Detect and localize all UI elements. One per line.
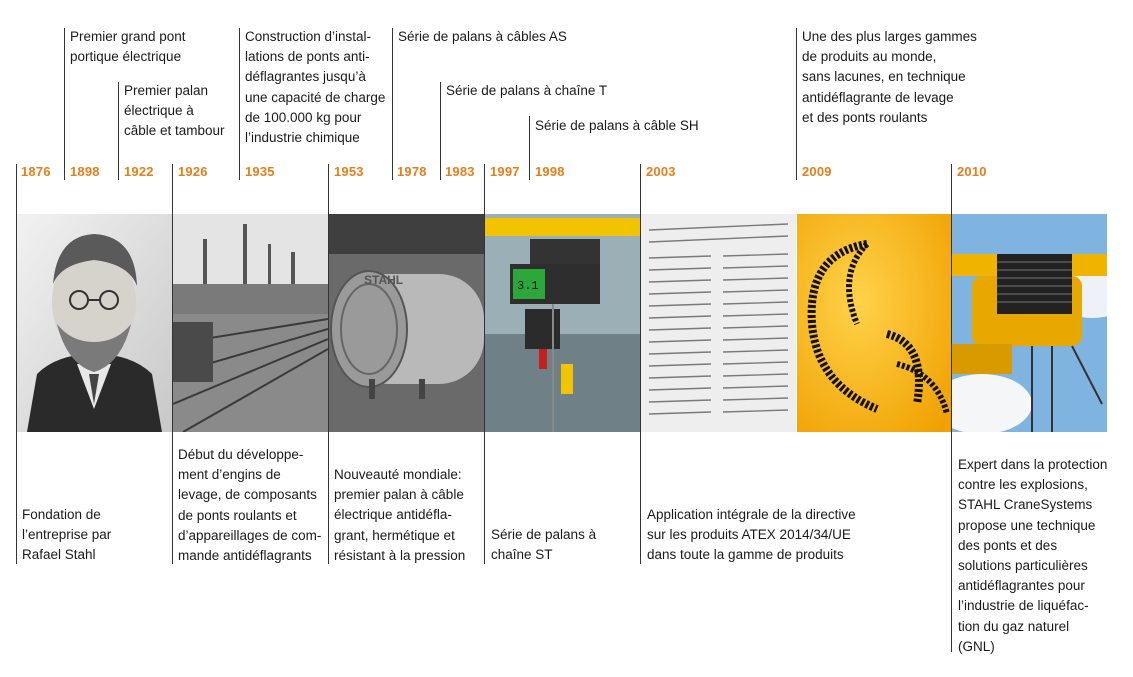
year-1953: 1953	[334, 164, 364, 179]
year-1922: 1922	[124, 164, 154, 179]
event-1898-text: Premier grand pont portique électrique	[70, 29, 186, 65]
event-2003-text: Application intégrale de la directive sur les produits ATEX 2014/34/UE dans toute la gamme de produits	[647, 507, 856, 563]
timeline-line-1978	[392, 28, 393, 180]
event-2010-text: Expert dans la protection contre les explosions, STAHL CraneSystems propose une technique des ponts et des solutions particulières antidéflagrantes pour l’industrie de liquéfac- tion du gaz naturel (GNL)	[958, 457, 1108, 654]
photo-ex-symbol-yellow-2009	[797, 214, 951, 432]
event-1876-text: Fondation de l’entreprise par Rafael Stahl	[22, 507, 112, 563]
timeline-line-1898	[64, 28, 65, 180]
event-1922-text: Premier palan électrique à câble et tambour	[124, 83, 225, 139]
timeline-line-2009	[796, 28, 797, 180]
year-1997: 1997	[490, 164, 520, 179]
timeline-line-1983	[440, 82, 441, 180]
year-2003: 2003	[646, 164, 676, 179]
event-1926-text: Début du développe- ment d’engins de levage, de composants de ponts roulants et d’appareillages de com- mande antidéflagrants	[178, 447, 322, 564]
event-1997-text: Série de palans à chaîne ST	[491, 527, 597, 563]
event-1978-text: Série de palans à câbles AS	[398, 29, 567, 44]
year-2009: 2009	[802, 164, 832, 179]
year-1978: 1978	[397, 164, 427, 179]
year-1926: 1926	[178, 164, 208, 179]
year-1935: 1935	[245, 164, 275, 179]
photo-explosion-proof-hoist-1953	[329, 214, 484, 432]
event-1983-text: Série de palans à chaîne T	[446, 83, 608, 98]
timeline-line-1998	[529, 116, 530, 180]
photo-crane-lng-2010	[952, 214, 1107, 432]
timeline-line-1935	[239, 28, 240, 180]
timeline-line-1922	[118, 82, 119, 180]
event-1953-text: Nouveauté mondiale: premier palan à câble électrique antidéfla- grant, hermétique et résistant à la pression	[334, 467, 466, 563]
event-2009-text: Une des plus larges gammes de produits au monde, sans lacunes, en technique antidéflagrante de levage et des ponts roulants	[802, 29, 977, 125]
event-1935-text: Construction d’instal- lations de ponts anti- déflagrantes jusqu’à une capacité de charge de 100.000 kg pour l’industrie chimique	[245, 29, 386, 146]
photo-factory-1926	[173, 214, 328, 432]
year-1898: 1898	[70, 164, 100, 179]
year-1998: 1998	[535, 164, 565, 179]
year-1983: 1983	[445, 164, 475, 179]
year-1876: 1876	[21, 164, 51, 179]
svg-text:STAHL: STAHL	[364, 273, 404, 287]
photo-atex-directive-document-2003	[641, 214, 796, 432]
event-1998-text: Série de palans à câble SH	[535, 118, 699, 133]
crane-display-readout: 3.1	[517, 279, 539, 293]
photo-rafael-stahl-portrait	[17, 214, 172, 432]
year-2010: 2010	[957, 164, 987, 179]
photo-chain-hoist-st-1997	[485, 214, 640, 432]
